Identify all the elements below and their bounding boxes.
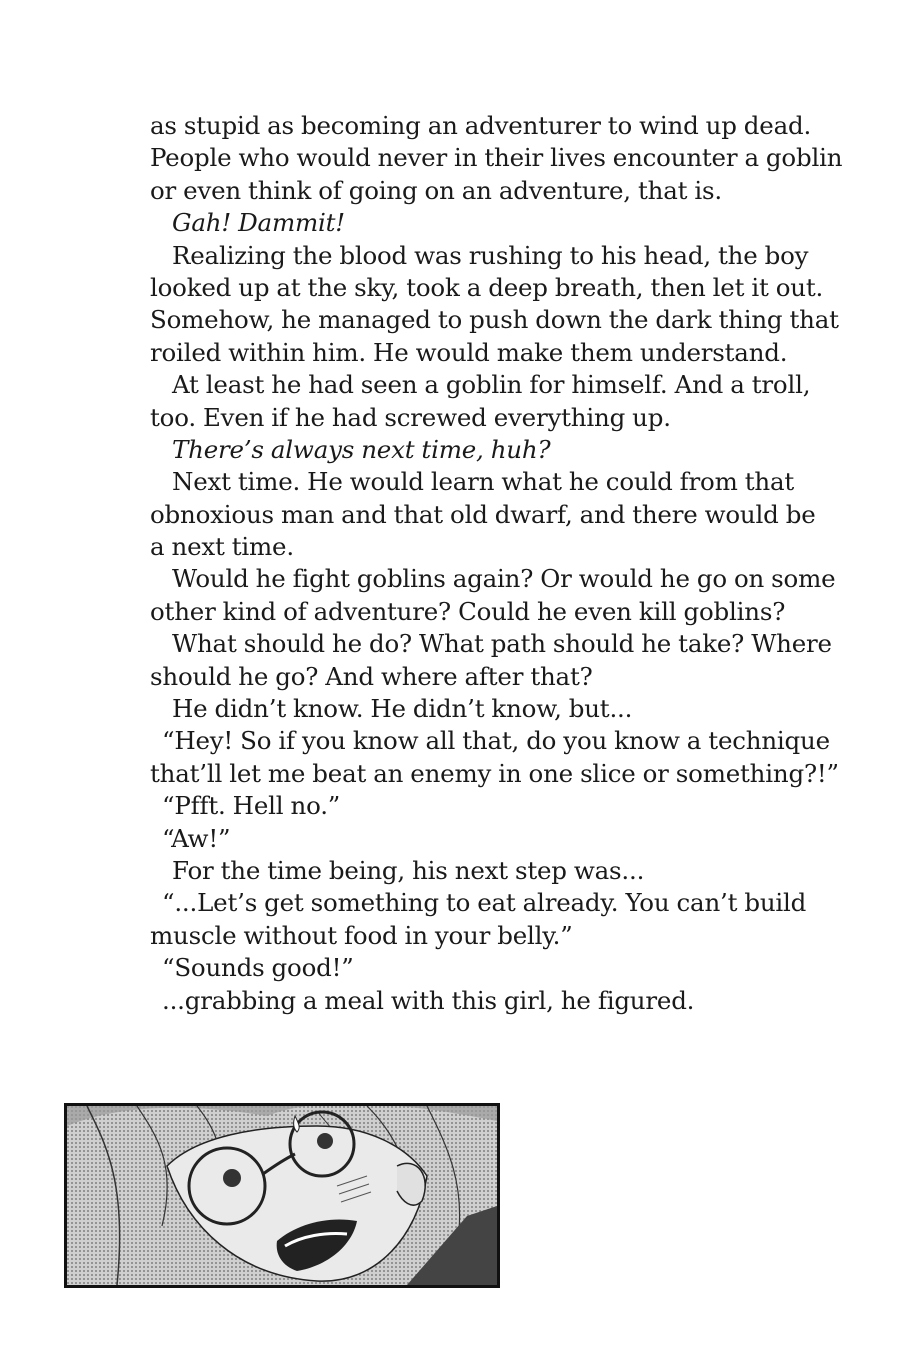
text-line: a next time. bbox=[150, 532, 294, 562]
text-line: “Pfft. Hell no.” bbox=[162, 791, 341, 821]
text-line: “Sounds good!” bbox=[162, 953, 354, 983]
text-line: should he go? And where after that? bbox=[150, 661, 593, 691]
body-text bbox=[150, 110, 843, 1017]
text-line: too. Even if he had screwed everything up. bbox=[150, 402, 671, 432]
text-line: “...Let’s get something to eat already. You can’t build bbox=[162, 888, 807, 918]
text-line: People who would never in their lives encounter a goblin bbox=[150, 143, 843, 173]
text-line: “Aw!” bbox=[162, 823, 231, 853]
text-line: obnoxious man and that old dwarf, and there would be bbox=[150, 499, 816, 529]
text-line: Realizing the blood was rushing to his head, the boy bbox=[172, 240, 809, 270]
text-line: or even think of going on an adventure, that is. bbox=[150, 175, 722, 205]
text-line: ...grabbing a meal with this girl, he figured. bbox=[162, 985, 695, 1015]
text-line: What should he do? What path should he take? Where bbox=[172, 629, 832, 659]
text-line: other kind of adventure? Could he even kill goblins? bbox=[150, 596, 786, 626]
text-line: “Hey! So if you know all that, do you know a technique bbox=[162, 726, 830, 756]
text-line: looked up at the sky, took a deep breath, then let it out. bbox=[150, 272, 824, 302]
text-line: There’s always next time, huh? bbox=[172, 434, 551, 464]
text-line: Somehow, he managed to push down the dark thing that bbox=[150, 305, 839, 335]
text-line: as stupid as becoming an adventurer to wind up dead. bbox=[150, 111, 812, 140]
text-line: Gah! Dammit! bbox=[172, 208, 345, 238]
text-line: roiled within him. He would make them understand. bbox=[150, 337, 788, 367]
text-line: that’ll let me beat an enemy in one slice or something?!” bbox=[150, 758, 839, 788]
text-line: Next time. He would learn what he could from that bbox=[172, 467, 794, 497]
boy-with-glasses-illustration bbox=[67, 1106, 497, 1285]
text-line: For the time being, his next step was... bbox=[172, 855, 645, 885]
text-line: Would he fight goblins again? Or would he go on some bbox=[172, 564, 836, 594]
text-line: At least he had seen a goblin for himself. And a troll, bbox=[172, 370, 811, 400]
text-line: He didn’t know. He didn’t know, but... bbox=[172, 694, 633, 724]
manga-illustration-panel bbox=[64, 1103, 500, 1288]
text-line: muscle without food in your belly.” bbox=[150, 920, 573, 950]
